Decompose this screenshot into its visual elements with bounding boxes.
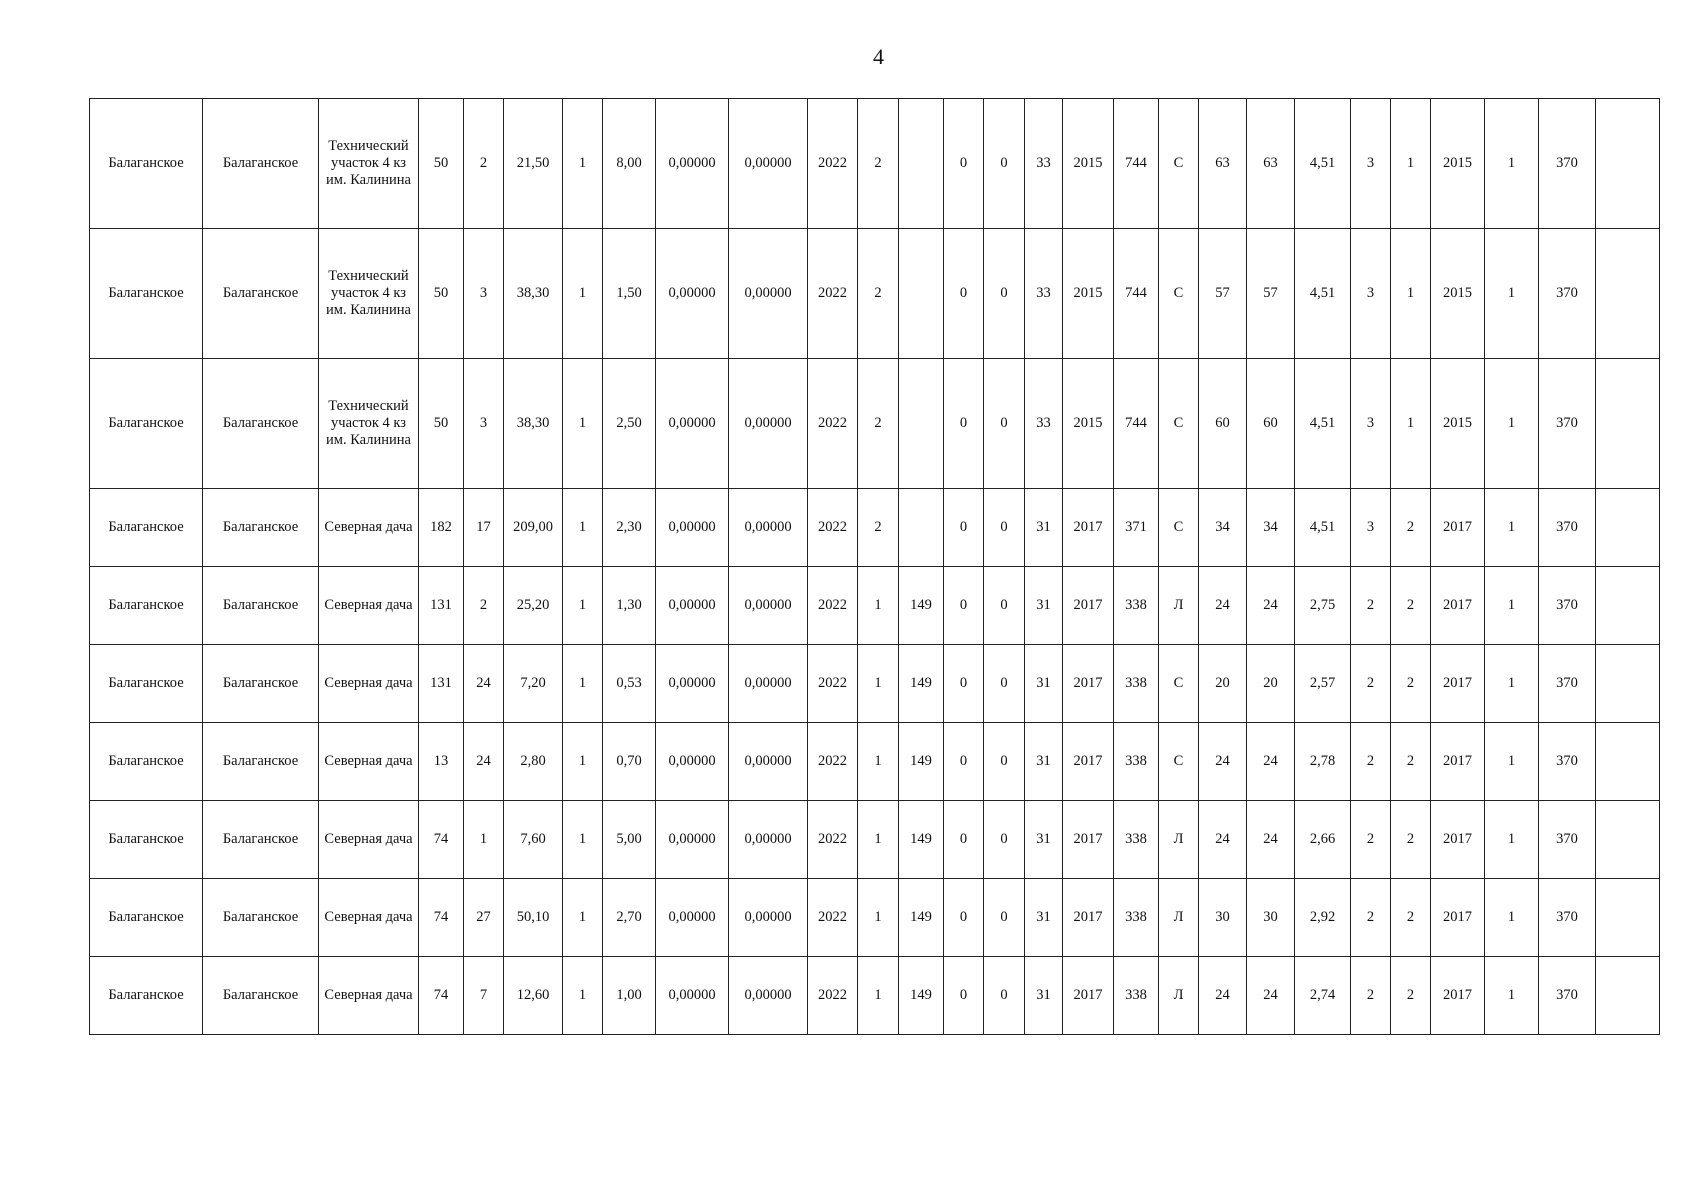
table-row [90,801,1660,879]
table-cell: Балаганское [203,359,319,489]
table-cell: 24 [1199,567,1247,645]
table-cell: 3 [1351,489,1391,567]
table-cell: 0,00000 [729,801,808,879]
table-cell: 370 [1539,229,1596,359]
table-cell: 2 [858,99,899,229]
table-cell: Балаганское [203,229,319,359]
table-cell: 2 [1351,801,1391,879]
table-cell: 3 [1351,99,1391,229]
table-cell: 0 [944,801,984,879]
table-cell: 338 [1114,801,1159,879]
table-body [90,99,1660,1035]
table-cell: 0 [984,957,1025,1035]
table-cell: Балаганское [90,567,203,645]
table-cell: 3 [464,359,504,489]
table-cell: 149 [899,957,944,1035]
table-cell: 4,51 [1295,229,1351,359]
table-cell: 4,51 [1295,489,1351,567]
table-cell: 0,00000 [729,957,808,1035]
table-cell: 0 [944,957,984,1035]
table-cell: 25,20 [504,567,563,645]
table-cell: 149 [899,879,944,957]
table-cell: 0 [944,879,984,957]
table-cell: 370 [1539,645,1596,723]
table-cell: 74 [419,879,464,957]
table-row [90,723,1660,801]
table-cell: Балаганское [90,645,203,723]
table-cell: Северная дача [319,879,419,957]
table-cell: 2022 [808,99,858,229]
table-cell: 2015 [1431,99,1485,229]
table-cell: 1 [1485,723,1539,801]
table-cell: 2 [1391,801,1431,879]
table-cell: Балаганское [90,879,203,957]
table-cell: 50,10 [504,879,563,957]
table-cell: 2 [1391,879,1431,957]
table-cell: 38,30 [504,229,563,359]
table-cell: 2022 [808,229,858,359]
table-cell: 1 [858,801,899,879]
table-cell: 2,66 [1295,801,1351,879]
table-cell: Балаганское [203,801,319,879]
table-cell: 1 [858,567,899,645]
table-cell: 2017 [1431,723,1485,801]
table-row [90,229,1660,359]
table-cell: 370 [1539,489,1596,567]
table-cell: 0,00000 [656,567,729,645]
table-cell: 2015 [1063,99,1114,229]
table-cell: Балаганское [203,723,319,801]
table-cell: 2 [464,99,504,229]
table-cell: 131 [419,567,464,645]
table-cell: 2 [1351,723,1391,801]
table-cell: 24 [464,645,504,723]
table-cell: 744 [1114,229,1159,359]
table-cell [1596,645,1660,723]
table-cell: 0,70 [603,723,656,801]
table-cell: 370 [1539,567,1596,645]
table-cell: 63 [1247,99,1295,229]
table-cell [1596,801,1660,879]
table-cell: 0 [984,99,1025,229]
table-cell: 0,00000 [656,645,729,723]
table-cell: 0 [984,567,1025,645]
table-cell: 2,92 [1295,879,1351,957]
table-cell: 2 [1351,879,1391,957]
table-cell: 1 [563,645,603,723]
table-cell: 149 [899,567,944,645]
table-cell: 1,50 [603,229,656,359]
table-cell: 2 [464,567,504,645]
table-cell: 60 [1199,359,1247,489]
table-cell: 1 [858,645,899,723]
table-cell: 21,50 [504,99,563,229]
table-cell: 2017 [1063,567,1114,645]
table-cell: С [1159,359,1199,489]
table-cell: 34 [1247,489,1295,567]
table-cell [1596,879,1660,957]
table-cell: 2017 [1431,879,1485,957]
table-cell: Балаганское [203,957,319,1035]
table-row [90,645,1660,723]
table-cell: 0 [984,359,1025,489]
table-row [90,489,1660,567]
table-row [90,567,1660,645]
table-cell: 1 [563,489,603,567]
table-cell: 1 [1391,229,1431,359]
table-cell: 0 [944,99,984,229]
table-cell: 2 [858,359,899,489]
table-cell: Балаганское [90,489,203,567]
table-cell: 0 [984,229,1025,359]
table-cell: 2015 [1431,229,1485,359]
table-cell: Л [1159,801,1199,879]
table-cell: 31 [1025,723,1063,801]
table-cell: 0,00000 [729,359,808,489]
table-cell: 131 [419,645,464,723]
table-cell: 1 [1485,645,1539,723]
table-cell [1596,489,1660,567]
table-cell: 0 [984,801,1025,879]
table-cell: 30 [1199,879,1247,957]
table-cell [1596,229,1660,359]
table-cell: Технический участок 4 кз им. Калинина [319,99,419,229]
table-cell [1596,957,1660,1035]
table-cell: Балаганское [90,723,203,801]
table-cell: 2 [1391,723,1431,801]
table-cell: 0 [944,359,984,489]
table-cell: 2017 [1063,645,1114,723]
table-cell: 1 [563,567,603,645]
table-cell: 0 [984,489,1025,567]
table-cell: 2,78 [1295,723,1351,801]
table-cell: 2017 [1431,567,1485,645]
table-cell: 5,00 [603,801,656,879]
table-cell: 149 [899,723,944,801]
table-cell: 2,80 [504,723,563,801]
table-cell: 2015 [1063,229,1114,359]
table-cell: 370 [1539,801,1596,879]
table-cell: 338 [1114,723,1159,801]
table-cell: 744 [1114,359,1159,489]
table-cell: 370 [1539,359,1596,489]
table-cell: 34 [1199,489,1247,567]
table-cell: 1,00 [603,957,656,1035]
table-cell: 0,00000 [729,723,808,801]
table-cell: Северная дача [319,489,419,567]
table-cell: 2022 [808,567,858,645]
table-cell: Северная дача [319,567,419,645]
table-cell: 2 [1391,567,1431,645]
table-cell: 2 [1391,489,1431,567]
table-cell: 182 [419,489,464,567]
table-cell: 1 [563,801,603,879]
table-cell: 2,70 [603,879,656,957]
table-cell: 2022 [808,801,858,879]
table-cell: 338 [1114,567,1159,645]
table-cell: 2,50 [603,359,656,489]
table-cell: Балаганское [90,99,203,229]
table-cell: 2017 [1431,801,1485,879]
table-cell: 0,00000 [729,99,808,229]
table-cell: 31 [1025,645,1063,723]
table-row [90,879,1660,957]
table-cell: 2,30 [603,489,656,567]
table-cell: 2022 [808,723,858,801]
table-cell: 3 [464,229,504,359]
table-row [90,957,1660,1035]
table-cell: 370 [1539,99,1596,229]
table-cell: 31 [1025,489,1063,567]
table-cell: 0,00000 [656,801,729,879]
table-cell: 149 [899,801,944,879]
table-cell: 13 [419,723,464,801]
table-cell: 50 [419,99,464,229]
table-cell: 1 [1485,567,1539,645]
table-cell: 370 [1539,957,1596,1035]
table-cell: 0,00000 [729,229,808,359]
table-cell: Л [1159,879,1199,957]
table-cell: 1 [563,957,603,1035]
table-cell: 33 [1025,229,1063,359]
table-cell: 1 [1485,879,1539,957]
table-cell: Л [1159,567,1199,645]
table-cell: 1 [464,801,504,879]
table-cell: 2017 [1431,645,1485,723]
table-cell: Северная дача [319,957,419,1035]
table-cell: 0,00000 [729,489,808,567]
table-cell: Балаганское [203,99,319,229]
table-cell: 33 [1025,359,1063,489]
table-cell: 2 [858,489,899,567]
table-cell: 2 [1391,957,1431,1035]
table-cell: 0,00000 [656,489,729,567]
table-cell: 2,57 [1295,645,1351,723]
table-cell: Технический участок 4 кз им. Калинина [319,229,419,359]
table-row [90,99,1660,229]
table-cell: 24 [1199,957,1247,1035]
table-cell: 38,30 [504,359,563,489]
table-cell: 1 [1485,359,1539,489]
table-cell: 2017 [1063,723,1114,801]
table-cell [1596,99,1660,229]
table-cell: 2022 [808,957,858,1035]
table-cell: Северная дача [319,645,419,723]
table-cell [899,229,944,359]
table-cell: 0 [984,723,1025,801]
table-cell: 0 [944,645,984,723]
table-cell: 744 [1114,99,1159,229]
table-cell: 50 [419,359,464,489]
table-cell: 2 [1391,645,1431,723]
table-cell: 57 [1247,229,1295,359]
table-cell: 2015 [1431,359,1485,489]
table-cell: 3 [1351,229,1391,359]
table-cell: 149 [899,645,944,723]
table-cell [899,99,944,229]
table-cell: 2022 [808,645,858,723]
table-cell: С [1159,723,1199,801]
table-cell: Балаганское [90,801,203,879]
table-cell: 0 [944,567,984,645]
table-cell: 0,00000 [729,567,808,645]
table-cell: 74 [419,801,464,879]
table-cell: 1 [563,99,603,229]
table-cell: 1 [1485,99,1539,229]
table-cell: 2 [858,229,899,359]
table-cell: Балаганское [203,489,319,567]
table-cell: 24 [1247,567,1295,645]
table-cell: 2 [1351,567,1391,645]
table-cell: С [1159,645,1199,723]
table-cell: 2015 [1063,359,1114,489]
table-cell: 30 [1247,879,1295,957]
table-cell: 2017 [1063,801,1114,879]
table-cell: 370 [1539,723,1596,801]
table-cell: Балаганское [203,567,319,645]
table-cell: 1,30 [603,567,656,645]
table-cell: 0,00000 [656,359,729,489]
table-cell: 8,00 [603,99,656,229]
table-cell: 0,53 [603,645,656,723]
table-cell: 0 [944,229,984,359]
table-cell: 33 [1025,99,1063,229]
table-cell: 31 [1025,801,1063,879]
table-cell: 338 [1114,957,1159,1035]
table-cell [1596,567,1660,645]
table-cell: 1 [1485,229,1539,359]
table-cell [899,359,944,489]
table-cell: Балаганское [203,879,319,957]
table-cell: 1 [858,957,899,1035]
table-cell: 0,00000 [656,957,729,1035]
table-cell: Л [1159,957,1199,1035]
table-cell: 1 [563,723,603,801]
table-cell: 2022 [808,879,858,957]
table-cell [899,489,944,567]
table-cell: 31 [1025,957,1063,1035]
table-cell: 60 [1247,359,1295,489]
table-cell: 7 [464,957,504,1035]
table-cell: 2,74 [1295,957,1351,1035]
table-cell: 2022 [808,359,858,489]
table-cell: 1 [1485,957,1539,1035]
table-row [90,359,1660,489]
table-cell: 31 [1025,879,1063,957]
table-cell: 12,60 [504,957,563,1035]
table-cell: 0 [944,723,984,801]
table-cell: С [1159,99,1199,229]
table-cell: 2 [1351,645,1391,723]
table-cell: 0,00000 [656,229,729,359]
table-cell: 0,00000 [656,879,729,957]
table-cell: 24 [464,723,504,801]
table-cell: 31 [1025,567,1063,645]
table-cell: 27 [464,879,504,957]
table-cell [1596,359,1660,489]
table-cell: 0 [984,879,1025,957]
table-cell: 370 [1539,879,1596,957]
table-cell: 2017 [1063,879,1114,957]
table-cell: 338 [1114,879,1159,957]
table-cell: Балаганское [90,957,203,1035]
table-cell: 2,75 [1295,567,1351,645]
table-cell: 0,00000 [656,99,729,229]
table-cell: 7,20 [504,645,563,723]
table-cell: С [1159,489,1199,567]
table-cell: 24 [1247,957,1295,1035]
table-cell: 1 [1485,801,1539,879]
table-cell: 24 [1247,723,1295,801]
table-cell: 1 [1391,99,1431,229]
table-cell: 50 [419,229,464,359]
table-cell: 17 [464,489,504,567]
table-cell: 20 [1199,645,1247,723]
table-cell: 338 [1114,645,1159,723]
table-cell: 1 [858,723,899,801]
table-cell: 63 [1199,99,1247,229]
table-cell: 1 [563,359,603,489]
table-cell: Северная дача [319,723,419,801]
table-cell: Технический участок 4 кз им. Калинина [319,359,419,489]
table-cell: 1 [1485,489,1539,567]
table-cell: 0,00000 [729,645,808,723]
table-cell: 0 [944,489,984,567]
table-cell: 0,00000 [656,723,729,801]
table-cell: 24 [1199,801,1247,879]
table-cell: 1 [563,229,603,359]
table-cell: 371 [1114,489,1159,567]
table-cell: 2017 [1431,489,1485,567]
table-cell [1596,723,1660,801]
table-cell: 0,00000 [729,879,808,957]
page-number: 4 [873,44,884,69]
table-cell: 57 [1199,229,1247,359]
table-cell: 0 [984,645,1025,723]
table-cell: 2 [1351,957,1391,1035]
table-cell: 24 [1247,801,1295,879]
table-cell: 74 [419,957,464,1035]
table-cell: С [1159,229,1199,359]
table-cell: 1 [858,879,899,957]
table-cell: 2022 [808,489,858,567]
table-cell: Северная дача [319,801,419,879]
table-cell: 1 [1391,359,1431,489]
table-cell: 24 [1199,723,1247,801]
table-cell: 7,60 [504,801,563,879]
table-cell: 4,51 [1295,99,1351,229]
table-cell: 1 [563,879,603,957]
table-cell: Балаганское [203,645,319,723]
table-cell: 2017 [1063,489,1114,567]
table-cell: 20 [1247,645,1295,723]
table-cell: Балаганское [90,359,203,489]
table-cell: 3 [1351,359,1391,489]
table-cell: 2017 [1431,957,1485,1035]
forestry-data-table [89,98,1660,1035]
table-cell: 4,51 [1295,359,1351,489]
table-cell: 209,00 [504,489,563,567]
table-cell: Балаганское [90,229,203,359]
table-cell: 2017 [1063,957,1114,1035]
